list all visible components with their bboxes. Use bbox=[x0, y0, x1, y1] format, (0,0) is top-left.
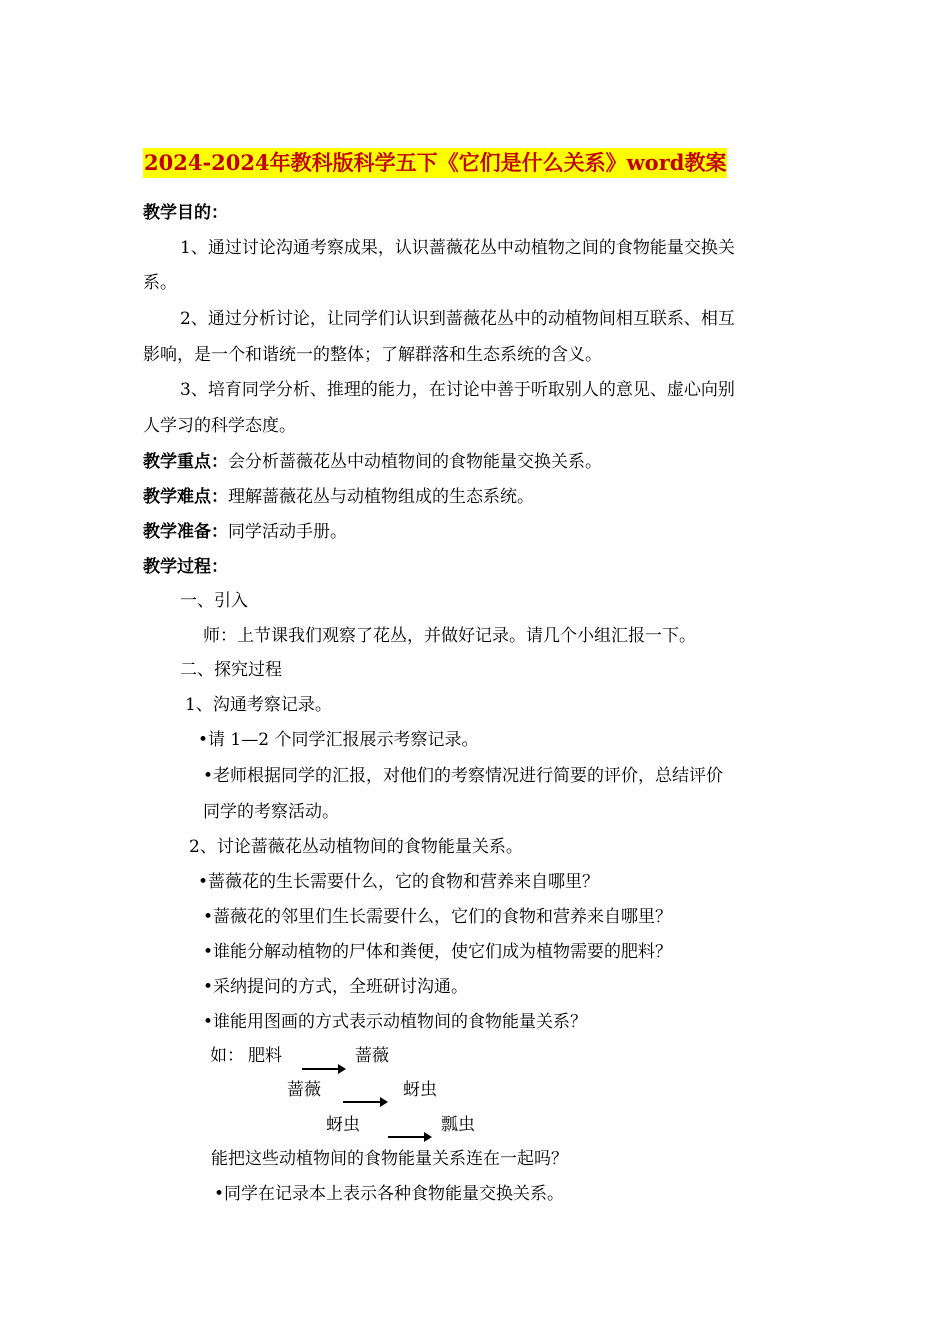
objective-2-line-2: 影响，是一个和谐统一的整体；了解群落和生态系统的含义。 bbox=[143, 345, 602, 365]
section-intro-text: 师：上节课我们观察了花丛，并做好记录。请几个小组汇报一下。 bbox=[203, 626, 696, 646]
chain-3-to: 瓢虫 bbox=[441, 1115, 475, 1135]
step-2: 2、讨论蔷薇花丛动植物间的食物能量关系。 bbox=[189, 837, 523, 857]
preparation-text: 同学活动手册。 bbox=[228, 522, 347, 542]
step-1-bullet-2-line-1: •老师根据同学的汇报，对他们的考察情况进行简要的评价，总结评价 bbox=[203, 766, 724, 786]
key-point-text: 会分析蔷薇花丛中动植物间的食物能量交换关系。 bbox=[228, 452, 602, 472]
chain-2-from: 蔷薇 bbox=[287, 1080, 321, 1100]
key-point bbox=[143, 451, 602, 473]
question-5: •谁能用图画的方式表示动植物间的食物能量关系？ bbox=[203, 1012, 588, 1032]
section-explore: 二、探究过程 bbox=[180, 660, 282, 680]
chain-1-to: 蔷薇 bbox=[355, 1046, 389, 1066]
chain-3-from: 蚜虫 bbox=[326, 1115, 360, 1135]
step-1: 1、沟通考察记录。 bbox=[185, 695, 332, 715]
difficulty-text: 理解蔷薇花丛与动植物组成的生态系统。 bbox=[228, 487, 534, 507]
chain-1-arrow bbox=[302, 1068, 344, 1070]
preparation-label: 教学准备： bbox=[143, 522, 228, 542]
objective-3-line-2: 人学习的科学态度。 bbox=[143, 416, 296, 436]
question-3: •谁能分解动植物的尸体和粪便，使它们成为植物需要的肥料？ bbox=[203, 942, 673, 962]
chain-2-to: 蚜虫 bbox=[403, 1080, 437, 1100]
key-point-label: 教学重点： bbox=[143, 452, 228, 472]
question-1: •蔷薇花的生长需要什么，它的食物和营养来自哪里？ bbox=[198, 872, 600, 892]
objectives-heading: 教学目的： bbox=[143, 203, 228, 223]
chain-1-from: 肥料 bbox=[248, 1046, 282, 1066]
final-bullet: •同学在记录本上表示各种食物能量交换关系。 bbox=[214, 1184, 565, 1204]
chain-2-arrow bbox=[343, 1101, 386, 1103]
chain-3-arrow bbox=[388, 1136, 430, 1138]
objective-1-line-2: 系。 bbox=[143, 273, 177, 293]
connect-question: 能把这些动植物间的食物能量关系连在一起吗？ bbox=[211, 1149, 568, 1169]
section-intro: 一、引入 bbox=[180, 591, 248, 611]
document-title: 2024-2024年教科版科学五下《它们是什么关系》word教案 bbox=[143, 148, 727, 178]
objective-2-line-1: 2、通过分析讨论，让同学们认识到蔷薇花丛中的动植物间相互联系、相互 bbox=[180, 309, 735, 329]
question-2: •蔷薇花的邻里们生长需要什么，它们的食物和营养来自哪里？ bbox=[203, 907, 673, 927]
preparation bbox=[143, 521, 347, 543]
difficulty-label: 教学难点： bbox=[143, 487, 228, 507]
objective-1-line-1: 1、通过讨论沟通考察成果，认识蔷薇花丛中动植物之间的食物能量交换关 bbox=[180, 238, 735, 258]
process-heading: 教学过程： bbox=[143, 557, 228, 577]
difficulty bbox=[143, 486, 534, 508]
question-4: •采纳提问的方式，全班研讨沟通。 bbox=[203, 977, 469, 997]
step-1-bullet-2-line-2: 同学的考察活动。 bbox=[203, 802, 339, 822]
step-1-bullet-1: •请 1—2 个同学汇报展示考察记录。 bbox=[198, 730, 479, 750]
objective-3-line-1: 3、培育同学分析、推理的能力，在讨论中善于听取别人的意见、虚心向别 bbox=[180, 380, 735, 400]
chain-prefix: 如： bbox=[210, 1046, 244, 1066]
